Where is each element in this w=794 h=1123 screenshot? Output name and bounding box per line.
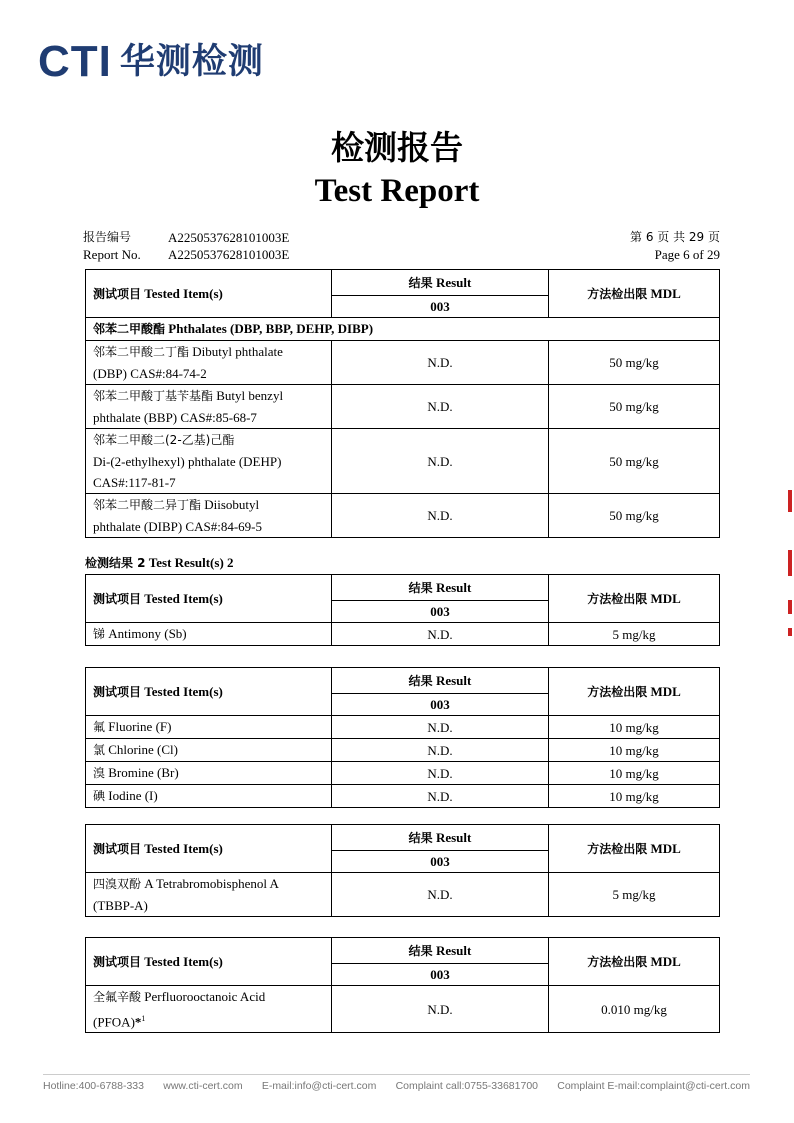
logo-cn-text: 华测检测 bbox=[119, 42, 264, 82]
result-value: N.D. bbox=[332, 986, 549, 1033]
table-row bbox=[86, 494, 720, 538]
header-mdl: 方法检出限 MDL bbox=[549, 270, 720, 318]
header-tested-item: 测试项目 Tested Item(s) bbox=[86, 270, 332, 318]
item-name: 锑 Antimony (Sb) bbox=[86, 623, 332, 646]
mdl-value: 10 mg/kg bbox=[549, 785, 720, 808]
phthalates-table bbox=[85, 269, 720, 538]
header-tested-item: 测试项目 Tested Item(s) bbox=[86, 668, 332, 716]
mdl-value: 0.010 mg/kg bbox=[549, 986, 720, 1033]
mdl-value: 5 mg/kg bbox=[549, 873, 720, 917]
header-sample-no: 003 bbox=[332, 694, 549, 716]
result-value: N.D. bbox=[332, 739, 549, 762]
header-sample-no: 003 bbox=[332, 964, 549, 986]
item-name: 氯 Chlorine (Cl) bbox=[86, 739, 332, 762]
result-value: N.D. bbox=[332, 623, 549, 646]
pfoa-table bbox=[85, 937, 720, 1033]
logo-cti-text: CTI bbox=[38, 37, 112, 86]
table-row bbox=[86, 623, 720, 646]
result-value: N.D. bbox=[332, 873, 549, 917]
footnote-mark: * bbox=[134, 1014, 142, 1030]
footer-website[interactable]: www.cti-cert.com bbox=[163, 1080, 243, 1092]
mdl-value: 50 mg/kg bbox=[549, 385, 720, 429]
header-result: 结果 Result bbox=[332, 270, 549, 296]
header-mdl: 方法检出限 MDL bbox=[549, 668, 720, 716]
header-mdl: 方法检出限 MDL bbox=[549, 938, 720, 986]
tbbpa-table bbox=[85, 824, 720, 917]
table-row bbox=[86, 385, 720, 429]
mdl-value: 50 mg/kg bbox=[549, 341, 720, 385]
header-result: 结果 Result bbox=[332, 825, 549, 851]
company-logo bbox=[38, 37, 264, 86]
item-name: 邻苯二甲酸二异丁酯 Diisobutyl phthalate (DIBP) CAS#:84-69-5 bbox=[86, 494, 332, 538]
header-mdl: 方法检出限 MDL bbox=[549, 825, 720, 873]
section-heading: 检测结果 2 Test Result(s) 2 bbox=[85, 555, 234, 570]
table-row bbox=[86, 785, 720, 808]
report-no-value-en: A2250537628101003E bbox=[168, 247, 290, 262]
report-title-cn: 检测报告 bbox=[331, 128, 463, 167]
header-result: 结果 Result bbox=[332, 938, 549, 964]
result-value: N.D. bbox=[332, 762, 549, 785]
footer bbox=[43, 1080, 750, 1092]
item-name: 溴 Bromine (Br) bbox=[86, 762, 332, 785]
item-name: 碘 Iodine (I) bbox=[86, 785, 332, 808]
table-row bbox=[86, 429, 720, 494]
result-value: N.D. bbox=[332, 716, 549, 739]
table-row bbox=[86, 341, 720, 385]
result-value: N.D. bbox=[332, 494, 549, 538]
report-title-en: Test Report bbox=[314, 173, 480, 209]
result-value: N.D. bbox=[332, 341, 549, 385]
header-result: 结果 Result bbox=[332, 575, 549, 601]
mdl-value: 10 mg/kg bbox=[549, 716, 720, 739]
item-name: 全氟辛酸 Perfluorooctanoic Acid (PFOA)*$^1$ bbox=[86, 986, 332, 1033]
table-row bbox=[86, 716, 720, 739]
report-no-label-cn: 报告编号 bbox=[83, 230, 132, 244]
table-row bbox=[86, 739, 720, 762]
report-no-label-en: Report No. bbox=[83, 247, 141, 262]
phthalates-group-row: 邻苯二甲酸酯 Phthalates (DBP, BBP, DEHP, DIBP) bbox=[86, 318, 720, 341]
mdl-value: 10 mg/kg bbox=[549, 739, 720, 762]
report-no-value-cn: A2250537628101003E bbox=[168, 230, 290, 245]
item-name: 邻苯二甲酸二丁酯 Dibutyl phthalate (DBP) CAS#:84-74-2 bbox=[86, 341, 332, 385]
result-value: N.D. bbox=[332, 429, 549, 494]
footer-email[interactable]: E-mail:info@cti-cert.com bbox=[261, 1080, 377, 1092]
footer-hotline: Hotline:400-6788-333 bbox=[43, 1080, 144, 1092]
stamp-fragment bbox=[788, 628, 792, 636]
header-mdl: 方法检出限 MDL bbox=[549, 575, 720, 623]
header-tested-item: 测试项目 Tested Item(s) bbox=[86, 575, 332, 623]
stamp-fragment bbox=[788, 600, 792, 614]
item-name: 四溴双酚 A Tetrabromobisphenol A (TBBP-A) bbox=[86, 873, 332, 917]
header-tested-item: 测试项目 Tested Item(s) bbox=[86, 825, 332, 873]
result-value: N.D. bbox=[332, 385, 549, 429]
stamp-fragment bbox=[788, 490, 792, 512]
header-sample-no: 003 bbox=[332, 601, 549, 623]
result-value: N.D. bbox=[332, 785, 549, 808]
stamp-fragment bbox=[788, 550, 792, 576]
table-row bbox=[86, 986, 720, 1033]
table-row bbox=[86, 873, 720, 917]
header-tested-item: 测试项目 Tested Item(s) bbox=[86, 938, 332, 986]
footer-complaint-call: Complaint call:0755-33681700 bbox=[395, 1080, 538, 1092]
page-number-en: Page 6 of 29 bbox=[654, 247, 720, 262]
footnote-number: 1 bbox=[141, 1014, 146, 1023]
header-sample-no: 003 bbox=[332, 851, 549, 873]
header-result: 结果 Result bbox=[332, 668, 549, 694]
item-name: 邻苯二甲酸二(2-乙基)己酯 Di-(2-ethylhexyl) phthalate (DEHP) CAS#:117-81-7 bbox=[86, 429, 332, 494]
page-number-cn: 第 6 页 共 29 页 bbox=[630, 230, 720, 244]
footer-divider bbox=[43, 1074, 750, 1075]
antimony-table bbox=[85, 574, 720, 646]
header-sample-no: 003 bbox=[332, 296, 549, 318]
table-row bbox=[86, 762, 720, 785]
mdl-value: 50 mg/kg bbox=[549, 429, 720, 494]
item-name: 氟 Fluorine (F) bbox=[86, 716, 332, 739]
footer-complaint-email[interactable]: Complaint E-mail:complaint@cti-cert.com bbox=[557, 1080, 750, 1092]
mdl-value: 50 mg/kg bbox=[549, 494, 720, 538]
item-name: 邻苯二甲酸丁基苄基酯 Butyl benzyl phthalate (BBP) CAS#:85-68-7 bbox=[86, 385, 332, 429]
halogens-table bbox=[85, 667, 720, 808]
mdl-value: 10 mg/kg bbox=[549, 762, 720, 785]
mdl-value: 5 mg/kg bbox=[549, 623, 720, 646]
